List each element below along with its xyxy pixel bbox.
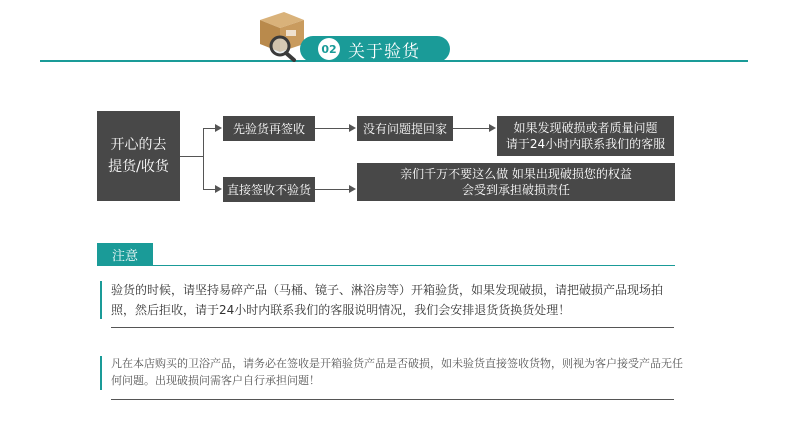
flow-warning-line-1: 亲们千万不要这么做 如果出现破损您的权益: [400, 167, 632, 181]
section-title: 关于验货: [348, 41, 420, 62]
notice-paragraph-2-bar: [100, 356, 102, 390]
flow-damage-line-1: 如果发现破损或者质量问题: [513, 121, 658, 135]
connector-noproblem-to-damage: [453, 128, 489, 129]
flow-step-direct: 直接签收不验货: [223, 177, 315, 202]
flow-step-warning: [357, 163, 675, 201]
notice-paragraph-1-bar: [100, 281, 102, 319]
arrow-to-noproblem: [349, 124, 356, 132]
flow-start-line-2: 提货/收货: [108, 159, 169, 175]
connector-inspect-to-noproblem: [315, 128, 349, 129]
notice-separator-2: [111, 399, 674, 400]
flow-step-no-problem: 没有问题提回家: [357, 116, 453, 141]
flow-warning-line-2: 会受到承担破损责任: [461, 183, 570, 197]
notice-paragraph-1: 验货的时候，请坚持易碎产品（马桶、镜子、淋浴房等）开箱验货，如果发现破损，请把破损产品现场拍照，然后拒收，请于24小时内联系我们的客服说明情况，我们会安排退货货换货处理！: [111, 283, 664, 317]
section-number: 02: [318, 38, 340, 60]
flow-step-inspect: 先验货再签收: [223, 116, 315, 141]
notice-tag: 注意: [97, 243, 153, 265]
flow-step-damage: [497, 116, 674, 156]
arrow-to-damage: [489, 124, 496, 132]
connector-branch-vertical: [203, 128, 204, 190]
arrow-to-direct: [215, 185, 222, 193]
notice-divider: [97, 265, 675, 266]
arrow-to-inspect: [215, 124, 222, 132]
notice-separator-1: [111, 327, 674, 328]
notice-paragraph-2: 凡在本店购买的卫浴产品，请务必在签收是开箱验货产品是否破损，如未验货直接签收货物，则视为客户接受产品无任何问题。出现破损问需客户自行承担问题！: [111, 357, 683, 387]
connector-direct-to-warning: [315, 189, 349, 190]
flow-start-line-1: 开心的去: [110, 137, 167, 153]
arrow-to-warning: [349, 185, 356, 193]
flow-damage-line-2: 请于24小时内联系我们的客服: [505, 137, 666, 151]
flow-start-box: [97, 111, 180, 201]
section-title-pill: [300, 36, 450, 62]
connector-start-stub: [180, 156, 203, 157]
